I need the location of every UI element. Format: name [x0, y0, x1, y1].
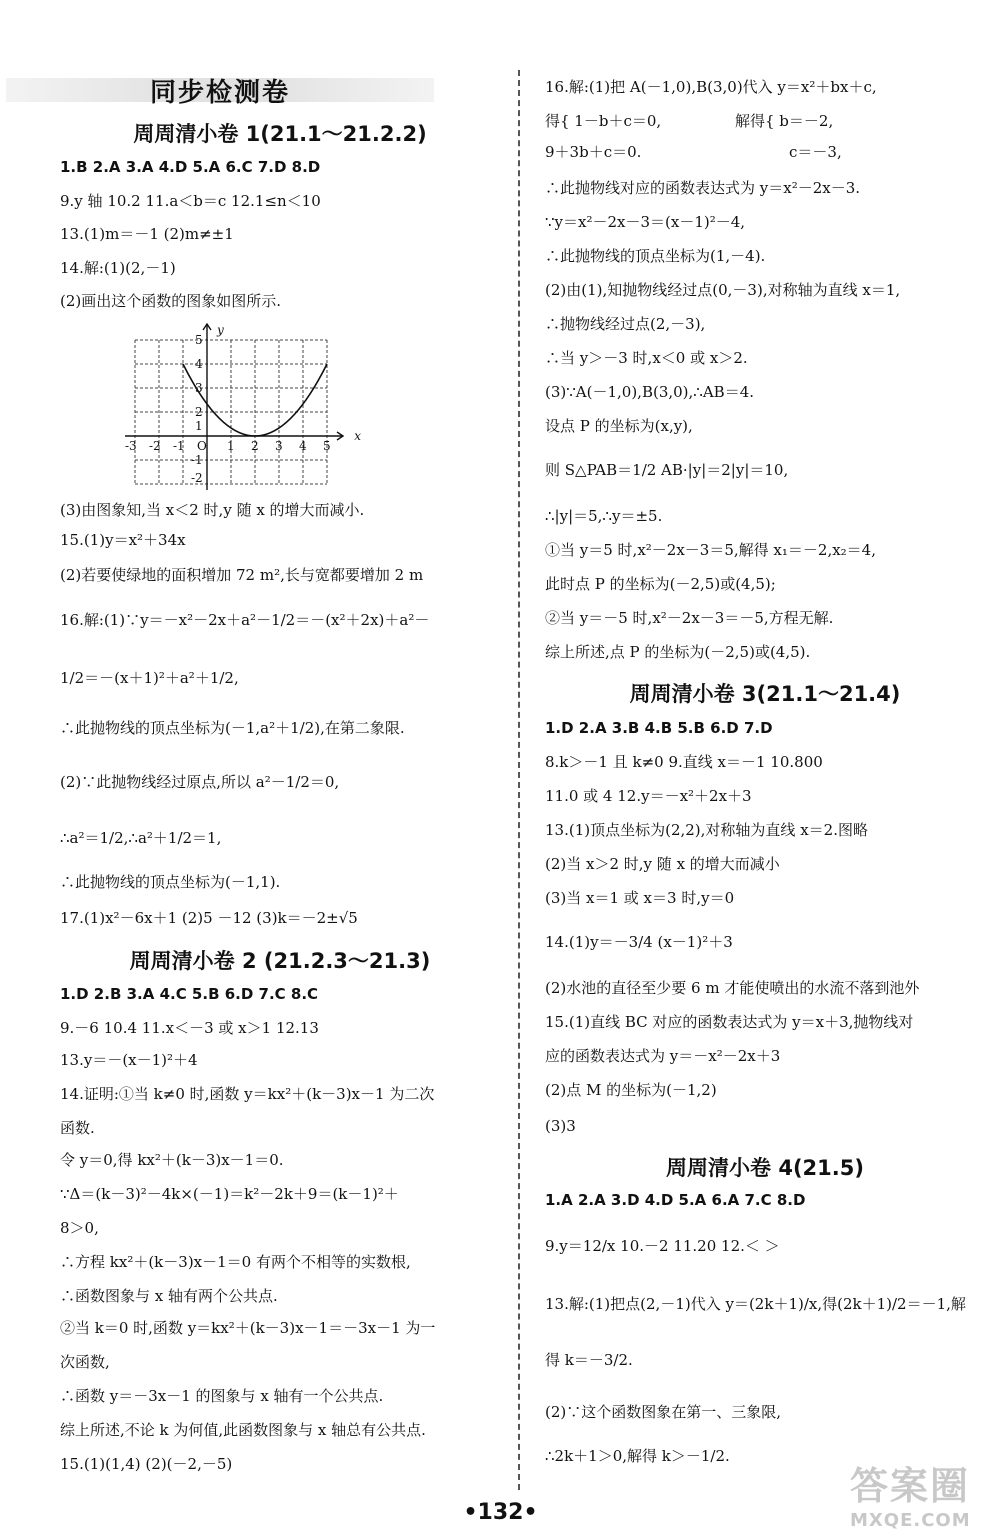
- parabola-graph: [125, 322, 375, 492]
- answer-line: 13.解:(1)把点(2,－1)代入 y＝(2k＋1)/x,得(2k＋1)/2＝－1,解: [545, 1295, 966, 1313]
- section-title-1: 周周清小卷 1(21.1～21.2.2): [133, 122, 427, 146]
- y-tick-label: 2: [195, 405, 203, 419]
- answer-line: 15.(1)(1,4) (2)(－2,－5): [60, 1455, 233, 1473]
- answer-line: ∴此抛物线的顶点坐标为(1,－4).: [545, 247, 766, 265]
- answer-line: (3)3: [545, 1117, 576, 1135]
- x-tick-label: 3: [275, 439, 283, 453]
- watermark-url: MXQE.COM: [850, 1510, 971, 1531]
- answer-line: 16.解:(1)∵y＝－x²－2x＋a²－1/2＝－(x²＋2x)＋a²－: [60, 611, 430, 629]
- answer-line: 得 k＝－3/2.: [545, 1351, 633, 1369]
- answer-line: (2)画出这个函数的图象如图所示.: [60, 292, 282, 310]
- y-tick-label: -1: [191, 453, 203, 467]
- x-tick-label: 2: [251, 439, 259, 453]
- answer-line: 则 S△PAB＝1/2 AB·|y|＝2|y|＝10,: [545, 461, 789, 479]
- answer-line: 9＋3b＋c＝0.: [545, 143, 642, 161]
- answer-line: ∴方程 kx²＋(k－3)x－1＝0 有两个不相等的实数根,: [60, 1253, 411, 1271]
- answer-line: ∴此抛物线的顶点坐标为(－1,1).: [60, 873, 281, 891]
- watermark-text: 答案圈: [850, 1463, 971, 1508]
- answer-line: ②当 y＝－5 时,x²－2x－3＝－5,方程无解.: [545, 609, 834, 627]
- graph-origin-label: O: [197, 439, 207, 453]
- answer-line: (2)若要使绿地的面积增加 72 m²,长与宽都要增加 2 m: [60, 566, 424, 584]
- answer-line: 9.y 轴 10.2 11.a＜b＝c 12.1≤n＜10: [60, 192, 321, 210]
- y-tick-label: 4: [195, 357, 203, 371]
- x-tick-label: 4: [299, 439, 307, 453]
- answer-line: 1.D 2.B 3.A 4.C 5.B 6.D 7.C 8.C: [60, 985, 319, 1003]
- answer-line: ∴|y|＝5,∴y＝±5.: [545, 507, 663, 525]
- answer-line: (2)∵这个函数图象在第一、三象限,: [545, 1403, 782, 1421]
- answer-line: ∴函数图象与 x 轴有两个公共点.: [60, 1287, 278, 1305]
- answer-line: 16.解:(1)把 A(－1,0),B(3,0)代入 y＝x²＋bx＋c,: [545, 78, 877, 96]
- answer-line: (2)点 M 的坐标为(－1,2): [545, 1081, 717, 1099]
- graph-axes: [125, 324, 343, 490]
- answer-line: 设点 P 的坐标为(x,y),: [545, 417, 693, 435]
- answer-line: ∴抛物线经过点(2,－3),: [545, 315, 706, 333]
- answer-line: (3)当 x＝1 或 x＝3 时,y＝0: [545, 889, 735, 907]
- answer-line: 次函数,: [60, 1353, 110, 1371]
- answer-line: ∴函数 y＝－3x－1 的图象与 x 轴有一个公共点.: [60, 1387, 384, 1405]
- watermark-logo: [850, 1455, 995, 1530]
- answer-line: (3)∵A(－1,0),B(3,0),∴AB＝4.: [545, 383, 755, 401]
- answer-line: 1.D 2.A 3.B 4.B 5.B 6.D 7.D: [545, 719, 773, 737]
- answer-line: 1/2＝－(x＋1)²＋a²＋1/2,: [60, 669, 239, 687]
- answer-line: 15.(1)y＝x²＋34x: [60, 531, 186, 549]
- answer-line: 13.y＝－(x－1)²＋4: [60, 1051, 198, 1069]
- answer-line: 函数.: [60, 1119, 95, 1137]
- answer-line: ∴此抛物线对应的函数表达式为 y＝x²－2x－3.: [545, 179, 861, 197]
- answer-line: 13.(1)顶点坐标为(2,2),对称轴为直线 x＝2.图略: [545, 821, 868, 839]
- answer-line: ①当 y＝5 时,x²－2x－3＝5,解得 x₁＝－2,x₂＝4,: [545, 541, 876, 559]
- answer-line: 15.(1)直线 BC 对应的函数表达式为 y＝x＋3,抛物线对: [545, 1013, 914, 1031]
- answer-line: (2)∵此抛物线经过原点,所以 a²－1/2＝0,: [60, 773, 340, 791]
- answer-line: 14.(1)y＝－3/4 (x－1)²＋3: [545, 933, 733, 951]
- answer-line: 11.0 或 4 12.y＝－x²＋2x＋3: [545, 787, 752, 805]
- x-tick-label: 5: [323, 439, 331, 453]
- answer-line: 此时点 P 的坐标为(－2,5)或(4,5);: [545, 575, 776, 593]
- y-tick-label: 1: [195, 419, 203, 433]
- answer-line: 9.y＝12/x 10.－2 11.20 12.＜ ＞: [545, 1237, 780, 1255]
- answer-line: 综上所述,不论 k 为何值,此函数图象与 x 轴总有公共点.: [60, 1421, 426, 1439]
- answer-line: ∴此抛物线的顶点坐标为(－1,a²＋1/2),在第二象限.: [60, 719, 405, 737]
- answer-line: c＝－3,: [789, 143, 842, 161]
- answer-line: 得{ 1－b＋c＝0,: [545, 112, 662, 130]
- answer-line: 17.(1)x²－6x＋1 (2)5 －12 (3)k＝－2±√5: [60, 909, 358, 927]
- answer-line: ②当 k＝0 时,函数 y＝kx²＋(k－3)x－1＝－3x－1 为一: [60, 1319, 436, 1337]
- x-tick-label: -2: [149, 439, 161, 453]
- x-tick-label: -1: [173, 439, 185, 453]
- x-tick-label: 1: [227, 439, 235, 453]
- answer-line: (2)由(1),知抛物线经过点(0,－3),对称轴为直线 x＝1,: [545, 281, 901, 299]
- x-tick-label: -3: [125, 439, 137, 453]
- answer-line: 13.(1)m＝－1 (2)m≠±1: [60, 225, 234, 243]
- column-divider: [518, 70, 520, 1490]
- answer-line: 8＞0,: [60, 1219, 99, 1237]
- section-title-4: 周周清小卷 4(21.5): [666, 1156, 864, 1180]
- answer-line: 应的函数表达式为 y＝－x²－2x＋3: [545, 1047, 781, 1065]
- answer-line: (3)由图象知,当 x＜2 时,y 随 x 的增大而减小.: [60, 501, 365, 519]
- answer-line: (2)水池的直径至少要 6 m 才能使喷出的水流不落到池外: [545, 979, 920, 997]
- y-tick-label: -2: [191, 471, 203, 485]
- page-title: 同步检测卷: [149, 78, 290, 108]
- answer-line: 14.解:(1)(2,－1): [60, 259, 176, 277]
- answer-line: ∵Δ＝(k－3)²－4k×(－1)＝k²－2k＋9＝(k－1)²＋: [60, 1185, 399, 1203]
- graph-grid: [135, 340, 327, 484]
- answer-line: 9.－6 10.4 11.x＜－3 或 x＞1 12.13: [60, 1019, 319, 1037]
- y-tick-label: 5: [195, 333, 203, 347]
- answer-line: 解得{ b＝－2,: [735, 112, 834, 130]
- answer-line: ∴2k＋1＞0,解得 k＞－1/2.: [545, 1447, 730, 1465]
- y-tick-label: 3: [195, 381, 203, 395]
- section-title-3: 周周清小卷 3(21.1～21.4): [629, 682, 901, 706]
- answer-line: 14.证明:①当 k≠0 时,函数 y＝kx²＋(k－3)x－1 为二次: [60, 1085, 435, 1103]
- graph-x-label: x: [354, 429, 361, 443]
- answer-line: 1.A 2.A 3.D 4.D 5.A 6.A 7.C 8.D: [545, 1191, 806, 1209]
- page-number: •132•: [463, 1500, 538, 1525]
- answer-line: (2)当 x＞2 时,y 随 x 的增大而减小: [545, 855, 780, 873]
- graph-y-label: y: [217, 323, 224, 337]
- answer-line: ∴当 y＞－3 时,x＜0 或 x＞2.: [545, 349, 748, 367]
- answer-line: 综上所述,点 P 的坐标为(－2,5)或(4,5).: [545, 643, 811, 661]
- answer-line: ∵y＝x²－2x－3＝(x－1)²－4,: [545, 213, 746, 231]
- answer-line: 1.B 2.A 3.A 4.D 5.A 6.C 7.D 8.D: [60, 158, 321, 176]
- section-title-2: 周周清小卷 2 (21.2.3～21.3): [129, 949, 431, 973]
- answer-line: 令 y＝0,得 kx²＋(k－3)x－1＝0.: [60, 1151, 284, 1169]
- answer-line: 8.k＞－1 且 k≠0 9.直线 x＝－1 10.800: [545, 753, 823, 771]
- answer-line: ∴a²＝1/2,∴a²＋1/2＝1,: [60, 829, 222, 847]
